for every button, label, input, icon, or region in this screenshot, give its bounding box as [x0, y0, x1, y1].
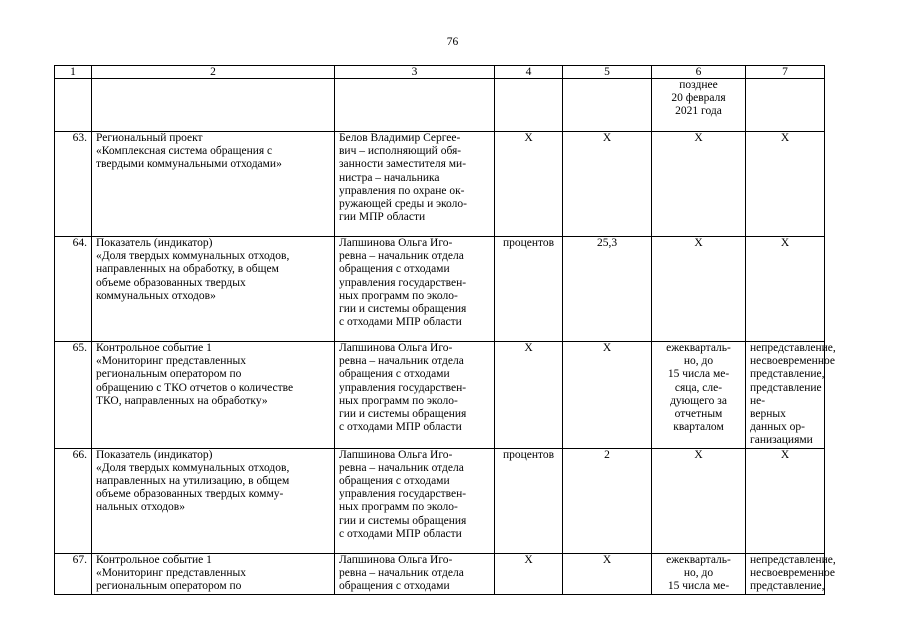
row-name: [92, 79, 335, 132]
row-consequence: Х: [746, 132, 825, 237]
row-deadline: Х: [652, 132, 746, 237]
row-responsible: Лапшинова Ольга Иго- ревна – начальник отдела обращения с отходами: [335, 553, 495, 594]
table-row-continuation: [55, 79, 825, 132]
row-value: 25,3: [563, 237, 652, 342]
row-responsible: [335, 79, 495, 132]
row-value: Х: [563, 553, 652, 594]
row-name: Контрольное событие 1 «Мониторинг представленных региональным оператором по: [92, 553, 335, 594]
table-row-67: [55, 553, 825, 594]
row-number: 63.: [55, 132, 92, 237]
row-consequence: Х: [746, 237, 825, 342]
row-consequence: Х: [746, 448, 825, 553]
page-number: 76: [446, 36, 459, 48]
row-deadline: Х: [652, 448, 746, 553]
row-unit: Х: [495, 132, 563, 237]
row-number: 67.: [55, 553, 92, 594]
row-number: 65.: [55, 342, 92, 449]
row-consequence: непредставление, несвоевременное представление,: [746, 553, 825, 594]
table-row-66: [55, 448, 825, 553]
row-name: Региональный проект «Комплексная система обращения с твердыми коммунальными отходами»: [92, 132, 335, 237]
column-header-2: 2: [92, 66, 335, 79]
row-unit: Х: [495, 342, 563, 449]
row-unit: процентов: [495, 237, 563, 342]
row-name: Показатель (индикатор) «Доля твердых коммунальных отходов, направленных на утилизацию, в общем объеме образованных твердых комму- нальных отходов»: [92, 448, 335, 553]
row-number: [55, 79, 92, 132]
row-deadline: ежекварталь- но, до 15 числа ме- сяца, сле- дующего за отчетным кварталом: [652, 342, 746, 449]
row-consequence: непредставление, несвоевременное представление, представление не- верных данных ор- ганизациями: [746, 342, 825, 449]
row-unit: процентов: [495, 448, 563, 553]
column-header-3: 3: [335, 66, 495, 79]
row-responsible: Лапшинова Ольга Иго- ревна – начальник отдела обращения с отходами управления государствен- ных программ по эколо- гии и системы обращения с отходами МПР области: [335, 342, 495, 449]
column-header-7: 7: [746, 66, 825, 79]
row-responsible: Лапшинова Ольга Иго- ревна – начальник отдела обращения с отходами управления государствен- ных программ по эколо- гии и системы обращения с отходами МПР области: [335, 448, 495, 553]
column-header-4: 4: [495, 66, 563, 79]
row-unit: Х: [495, 553, 563, 594]
row-name: Контрольное событие 1 «Мониторинг представленных региональным оператором по обращению с ТКО отчетов о количестве ТКО, направленных на обработку»: [92, 342, 335, 449]
row-responsible: Белов Владимир Сергее- вич – исполняющий обя- занности заместителя ми- нистра – начальника управления по охране ок- ружающей среды и эколо- гии МПР области: [335, 132, 495, 237]
row-consequence: [746, 79, 825, 132]
column-number-row: [55, 66, 825, 79]
table-row-64: [55, 237, 825, 342]
row-deadline: позднее 20 февраля 2021 года: [652, 79, 746, 132]
column-header-1: 1: [55, 66, 92, 79]
row-name: Показатель (индикатор) «Доля твердых коммунальных отходов, направленных на обработку, в общем объеме образованных твердых коммунальных отходов»: [92, 237, 335, 342]
document-table: [54, 65, 836, 595]
table-row-65: [55, 342, 825, 449]
row-value: Х: [563, 342, 652, 449]
row-deadline: ежекварталь- но, до 15 числа ме-: [652, 553, 746, 594]
column-header-6: 6: [652, 66, 746, 79]
table-row-63: [55, 132, 825, 237]
row-value: 2: [563, 448, 652, 553]
row-responsible: Лапшинова Ольга Иго- ревна – начальник отдела обращения с отходами управления государствен- ных программ по эколо- гии и системы обращения с отходами МПР области: [335, 237, 495, 342]
column-header-5: 5: [563, 66, 652, 79]
row-unit: [495, 79, 563, 132]
row-number: 66.: [55, 448, 92, 553]
row-value: Х: [563, 132, 652, 237]
row-value: [563, 79, 652, 132]
row-deadline: Х: [652, 237, 746, 342]
row-number: 64.: [55, 237, 92, 342]
